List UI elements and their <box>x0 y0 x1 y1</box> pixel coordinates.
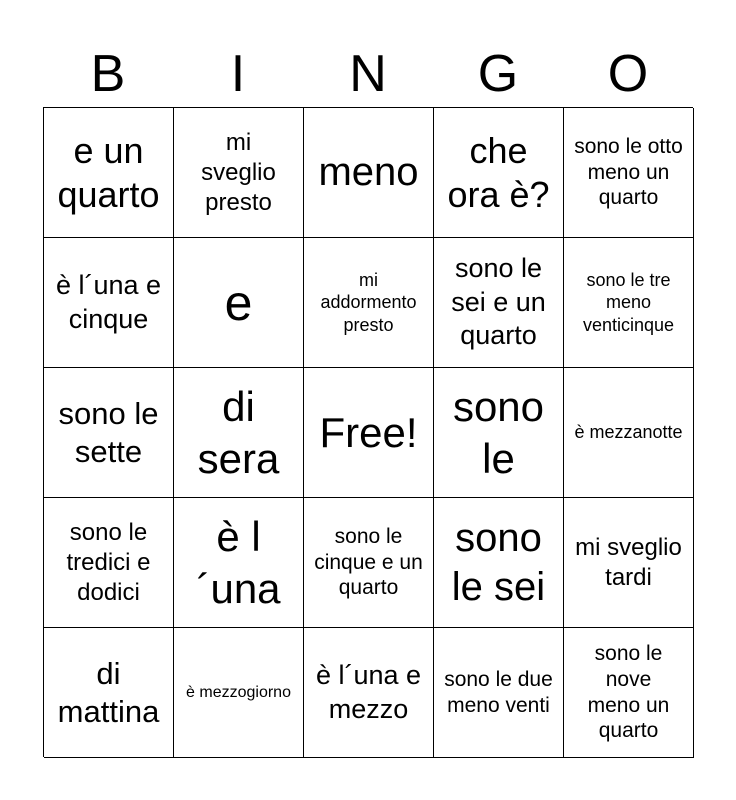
cell-text: di sera <box>197 383 280 482</box>
bingo-cell[interactable] <box>304 238 434 368</box>
bingo-cell[interactable] <box>174 368 304 498</box>
bingo-card <box>43 107 693 757</box>
cell-text: sono le sei <box>451 515 546 609</box>
cell-text: mi sveglio tardi <box>575 533 682 591</box>
bingo-header <box>43 40 693 108</box>
cell-text: sono le <box>452 383 545 482</box>
cell-text: è mezzanotte <box>574 422 683 443</box>
bingo-cell[interactable] <box>434 108 564 238</box>
bingo-cell[interactable] <box>174 108 304 238</box>
bingo-cell[interactable] <box>564 108 694 238</box>
cell-text: mi addormento presto <box>320 269 417 335</box>
cell-text: sono le cinque e un quarto <box>314 525 423 600</box>
cell-text: e <box>224 274 253 331</box>
bingo-cell[interactable] <box>434 628 564 758</box>
cell-text: sono le sei e un quarto <box>451 252 546 351</box>
cell-text: Free! <box>319 408 418 456</box>
bingo-cell[interactable] <box>304 628 434 758</box>
header-letter-o: O <box>607 45 649 103</box>
bingo-cell[interactable] <box>304 368 434 498</box>
bingo-cell[interactable] <box>564 498 694 628</box>
cell-text: sono le otto meno un quarto <box>574 135 683 210</box>
bingo-cell[interactable] <box>564 368 694 498</box>
bingo-cell[interactable] <box>434 368 564 498</box>
cell-text: sono le tre meno venticinque <box>582 269 675 335</box>
header-letter-b: B <box>90 45 126 103</box>
cell-text: meno <box>318 150 419 195</box>
cell-text: è mezzogiorno <box>186 683 291 701</box>
bingo-cell[interactable] <box>564 628 694 758</box>
header-letter-g: G <box>477 45 519 103</box>
bingo-cell[interactable] <box>44 498 174 628</box>
bingo-cell[interactable] <box>174 238 304 368</box>
bingo-cell[interactable] <box>304 108 434 238</box>
cell-text: sono le nove meno un quarto <box>587 642 670 743</box>
cell-text: è l´una e cinque <box>55 269 162 334</box>
bingo-cell[interactable] <box>44 238 174 368</box>
header-letter-n: N <box>349 45 387 103</box>
cell-text: sono le sette <box>58 395 159 469</box>
bingo-cell[interactable] <box>174 498 304 628</box>
bingo-cell[interactable] <box>304 498 434 628</box>
bingo-cell[interactable] <box>434 238 564 368</box>
cell-text: di mattina <box>57 655 160 729</box>
cell-text: mi sveglio presto <box>201 128 276 216</box>
bingo-cell[interactable] <box>174 628 304 758</box>
cell-text: che ora è? <box>447 129 550 215</box>
bingo-cell[interactable] <box>44 628 174 758</box>
bingo-cell[interactable] <box>44 108 174 238</box>
bingo-cell[interactable] <box>44 368 174 498</box>
bingo-cell[interactable] <box>564 238 694 368</box>
bingo-cell[interactable] <box>434 498 564 628</box>
cell-text: è l´una e mezzo <box>315 659 422 724</box>
cell-text: è l ´una <box>196 513 281 612</box>
cell-text: sono le tredici e dodici <box>66 518 151 606</box>
header-letter-i: I <box>230 45 246 103</box>
cell-text: e un quarto <box>57 129 160 215</box>
cell-text: sono le due meno venti <box>444 667 553 717</box>
